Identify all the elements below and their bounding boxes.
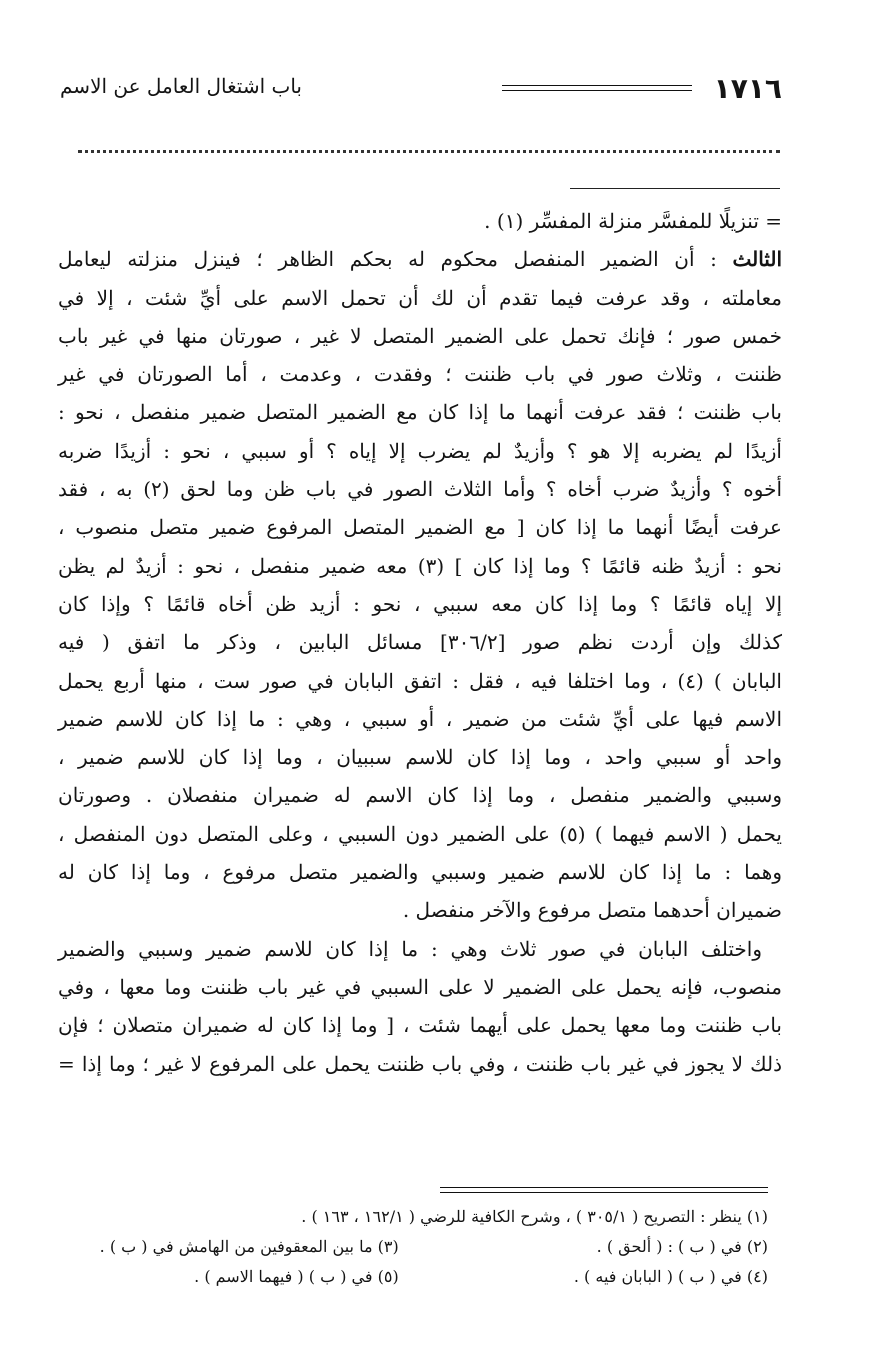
text-line: منصوب، فإنه يحمل على الضمير لا على السببي في غير باب ظننت وما معها ، وفي [58,974,782,999]
text-line: واختلف البابان في صور ثلاث وهي : ما إذا كان للاسم ضمير وسببي والضمير [58,936,762,961]
footnote-4: (٤) في ( ب ) ( البابان فيه ) . [573,1267,768,1286]
text-line: البابان ) (٤) ، وما اختلفا فيه ، فقل : اتفق البابان في صور ست ، منها أربع يحمل [58,668,782,693]
text-line: باب ظننت وما معها يحمل على أيهما شئت ، [ وما إذا كان له ضميران متصلان ؛ فإن [58,1013,782,1038]
text-line: معاملته ، وقد عرفت فيما تقدم أن لك أن تحمل الاسم على أيِّ شئت ، إلا في [58,285,782,310]
footnote-1: (١) ينظر : التصريح ( ٣٠٥/١ ) ، وشرح الكافية للرضي ( ١٦٢/١ ، ١٦٣ ) . [301,1207,768,1226]
text-line: نحو : أزيدٌ ظنه قائمًا ؟ وما إذا كان ] (٣) معه ضمير منفصل ، نحو : أزيدٌ لم يظن [58,553,782,578]
text-line: واحد أو سببي واحد ، وما إذا كان للاسم سببيان ، وما إذا كان للاسم ضمير ، [58,745,782,770]
text-line: يحمل ( الاسم فيهما ) (٥) على الضمير دون السببي ، وعلى المتصل دون المنفصل ، [58,821,782,846]
text-line: خمس صور ؛ فإنك تحمل على الضمير المتصل لا غير ، صورتان منها في غير باب [58,323,782,348]
footnote-row [78,1232,768,1262]
main-text [58,202,782,1083]
footnote-row [78,1202,768,1232]
text-line: وهما : ما إذا كان للاسم ضمير وسببي والضمير متصل مرفوع ، وما إذا كان له [58,860,782,885]
header-double-rule [502,85,692,91]
chapter-title: باب اشتغال العامل عن الاسم [60,74,302,98]
text-line: أخوه ؟ وأزيدٌ ضرب أخاه ؟ وأما الثلاث الصور في باب ظن وما لحق (٢) به ، فقد [58,477,783,502]
text-line: كذلك وإن أردت نظم صور [٣٠٦/٢] مسائل البابين ، وذكر ما اتفق ( فيه [58,630,782,655]
text-line: الاسم فيها على أيِّ شئت من ضمير ، أو سببي ، وهي : ما إذا كان للاسم ضمير [58,706,782,731]
footnote-row [78,1262,768,1292]
page-number: ١٧١٦ [713,72,782,105]
footnote-3: (٣) ما بين المعقوفين من الهامش في ( ب ) . [99,1237,399,1256]
text-line: إلا إياه قائمًا ؟ وما إذا كان معه سببي ، نحو : أزيد ظن أخاه قائمًا ؟ وإذا كان [58,591,782,616]
text-line: أزيدًا لم يضربه إلا هو ؟ وأزيدٌ لم يضرب إلا إياه ؟ أو سببي ، نحو : أزيدًا ضربه [58,438,782,463]
footnote-2: (٢) في ( ب ) : ( ألحق ) . [596,1237,768,1256]
continuation-line: = تنزيلًا للمفسَّر منزلة المفسِّر (١) . [484,209,782,233]
section-label-third: الثالث [732,247,782,272]
text-line: ذلك لا يجوز في غير باب ظننت ، وفي باب ظننت يحمل على المرفوع لا غير ؛ وما إذا = [58,1051,782,1076]
footnote-double-rule [440,1187,768,1193]
footnote-5: (٥) في ( ب ) ( فيهما الاسم ) . [194,1267,399,1286]
short-divider [570,188,780,189]
footnotes [78,1202,768,1292]
dotted-divider [78,150,780,153]
text-line: باب ظننت ؛ فقد عرفت أنهما ما إذا كان مع الضمير المتصل ضمير منفصل ، نحو : [58,400,782,425]
text-line [58,240,782,278]
text-line: ضميران أحدهما متصل مرفوع والآخر منفصل . [402,898,782,923]
page-header [60,72,782,108]
text-line-content: : أن الضمير المنفصل محكوم له بحكم الظاهر ؛ فينزل منزلته ليعامل [58,247,717,272]
text-line: ظننت ، وثلاث صور في باب ظننت ؛ وفقدت ، وعدمت ، أما الصورتان في غير [58,362,782,387]
text-line: وسببي والضمير منفصل ، وما إذا كان الاسم له ضميران منفصلان . وصورتان [58,783,782,808]
text-line: عرفت أيضًا أنهما ما إذا كان [ مع الضمير المتصل المرفوع ضمير متصل منصوب ، [58,515,782,540]
